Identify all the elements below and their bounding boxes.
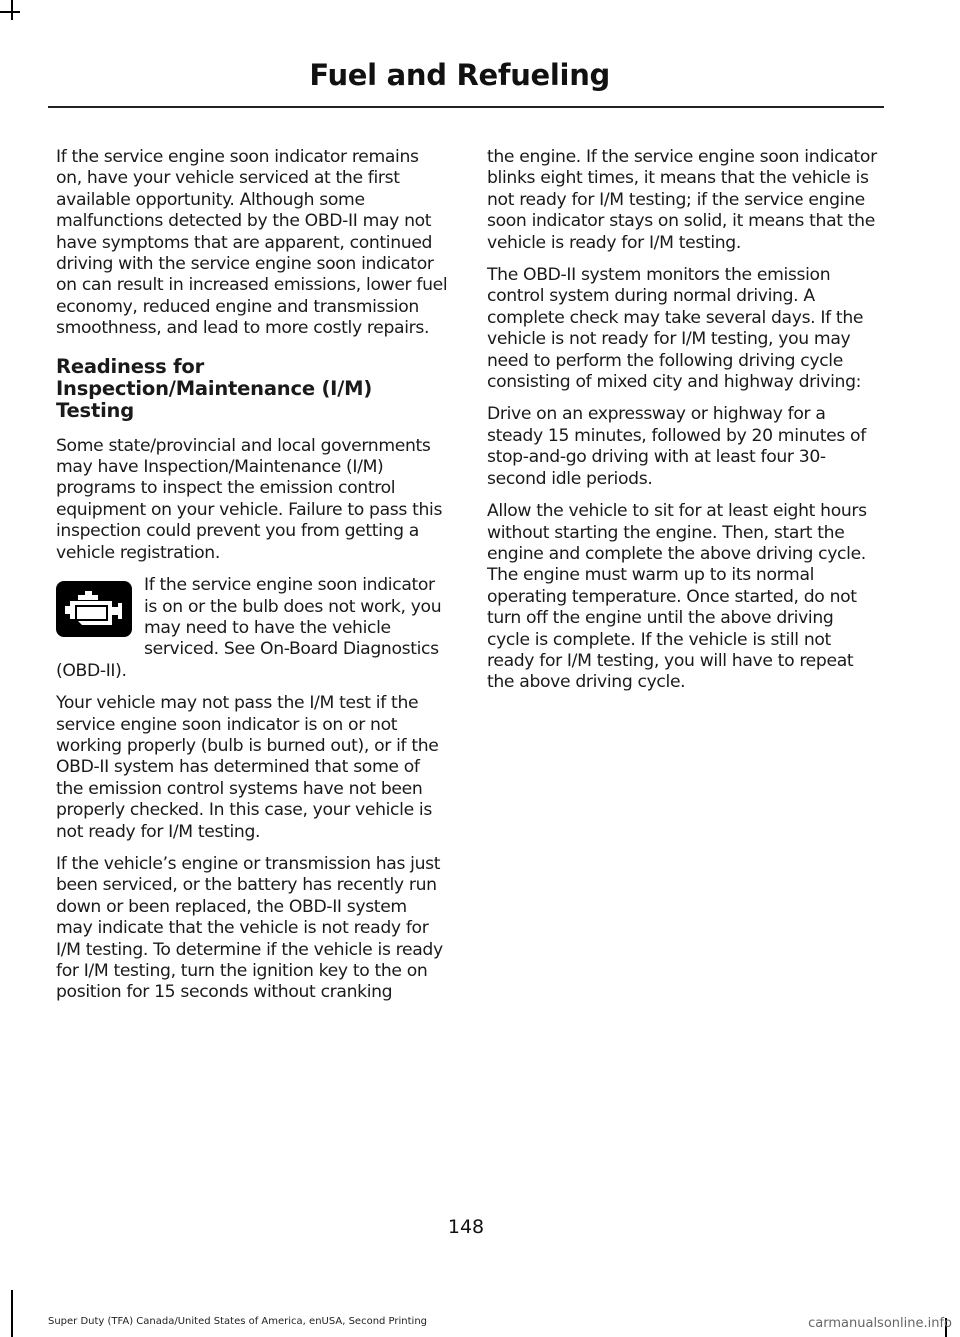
paragraph: Allow the vehicle to sit for at least eight hours without starting the engine. Then, start the engine and complete the above driving cycle. The engine must warm up to its normal operating temperature. Once started, do not turn off the engine until the above driving cycle is complete. If the vehicle is still not ready for I/M testing, you will have to repeat the above driving cycle.	[487, 501, 867, 693]
check-engine-icon	[56, 579, 132, 639]
left-column	[56, 147, 448, 1015]
paragraph: If the vehicle’s engine or transmission has just been serviced, or the battery has recently run down or been replaced, the OBD-II system may indicate that the vehicle is not ready for I/M testing. To determine if the vehicle is ready for I/M testing, turn the ignition key to the on position for 15 seconds without cranking	[56, 853, 443, 1003]
crop-mark-top-left-v	[11, 0, 13, 20]
section-heading-line: Readiness for	[56, 354, 205, 378]
header-divider	[48, 106, 884, 108]
paragraph: The OBD-II system monitors the emission control system during normal driving. A complete check may take several days. If the vehicle is not ready for I/M testing, you may need to perform the following driving cycle consisting of mixed city and highway driving:	[487, 265, 864, 393]
right-column	[487, 147, 879, 705]
page-number: 148	[447, 1216, 485, 1238]
page-title: Fuel and Refueling	[309, 58, 610, 92]
crop-mark-top-left-h	[0, 11, 20, 13]
paragraph: Drive on an expressway or highway for a steady 15 minutes, followed by 20 minutes of stop-and-go driving with at least four 30-second idle periods.	[487, 404, 866, 489]
section-heading	[56, 356, 448, 422]
footer-text: Super Duty (TFA) Canada/United States of America, enUSA, Second Printing	[48, 1316, 428, 1327]
watermark-text: carmanualsonline.info	[808, 1316, 952, 1331]
paragraph: Your vehicle may not pass the I/M test if the service engine soon indicator is on or not working properly (bulb is burned out), or if the OBD-II system has determined that some of the emission control systems have not been properly checked. In this case, your vehicle is not ready for I/M testing.	[56, 693, 439, 842]
paragraph: If the service engine soon indicator is on or the bulb does not work, you may need to have the vehicle serviced. See On-Board Diagnostics (OBD-II).	[56, 575, 442, 681]
paragraph: Some state/provincial and local governments may have Inspection/Maintenance (I/M) programs to inspect the emission control equipment on your vehicle. Failure to pass this inspection could prevent you from getting a vehicle registration.	[56, 435, 443, 563]
crop-mark-bottom-left-v	[11, 1290, 13, 1337]
paragraph: the engine. If the service engine soon indicator blinks eight times, it means that the vehicle is not ready for I/M testing; if the service engine soon indicator stays on solid, it means that the vehicle is ready for I/M testing.	[487, 147, 877, 253]
section-heading-line: Testing	[56, 398, 134, 422]
section-heading-line: Inspection/Maintenance (I/M)	[56, 376, 373, 400]
paragraph: If the service engine soon indicator remains on, have your vehicle serviced at the first available opportunity. Although some malfunctions detected by the OBD-II may not have symptoms that are apparent, continued driving with the service engine soon indicator on can result in increased emissions, lower fuel economy, reduced engine and transmission smoothness, and lead to more costly repairs.	[56, 147, 448, 339]
indicator-note	[56, 575, 448, 682]
